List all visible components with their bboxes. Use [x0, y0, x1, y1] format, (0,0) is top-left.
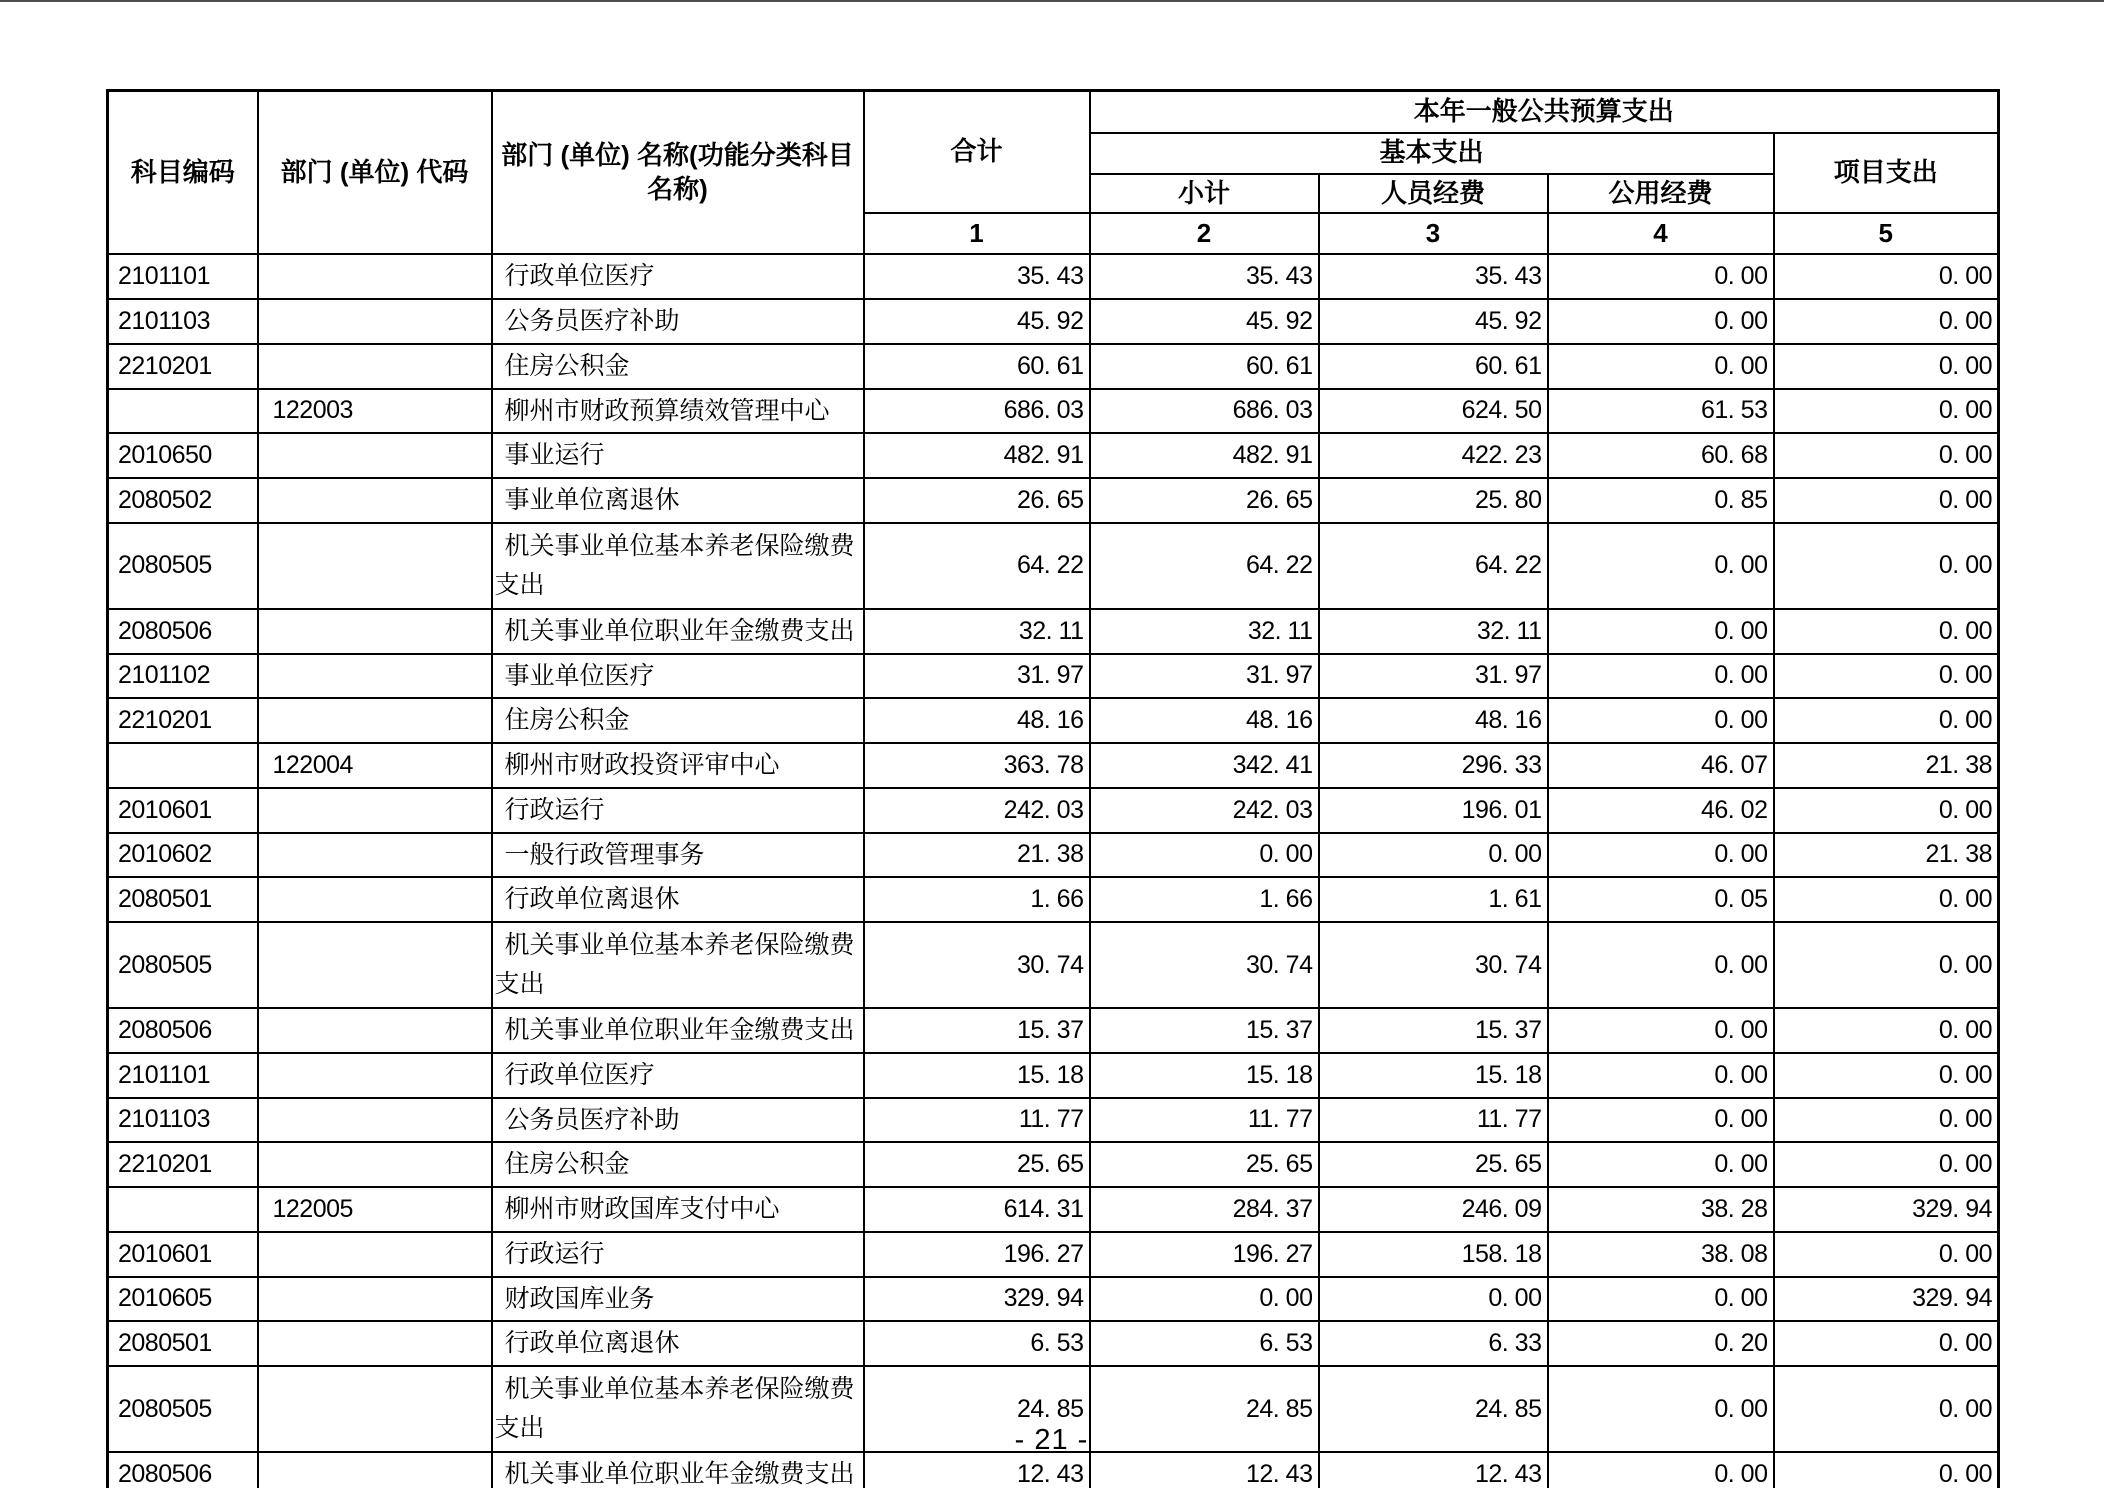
personnel-value-cell: 35. 43 — [1319, 254, 1548, 299]
project-value-cell: 0. 00 — [1774, 478, 1999, 523]
table-row — [108, 1142, 1999, 1187]
subtotal-value-cell: 15. 18 — [1090, 1053, 1319, 1098]
table-row — [108, 478, 1999, 523]
subject-code-cell — [108, 389, 258, 434]
subject-code-cell: 2080505 — [108, 1366, 258, 1452]
subject-code-cell: 2080501 — [108, 1321, 258, 1366]
subject-code-cell: 2010650 — [108, 433, 258, 478]
subtotal-value-cell: 15. 37 — [1090, 1008, 1319, 1053]
project-value-cell: 0. 00 — [1774, 1008, 1999, 1053]
project-value-cell: 0. 00 — [1774, 523, 1999, 609]
project-value-cell: 0. 00 — [1774, 1452, 1999, 1488]
public-funds-value-cell: 0. 00 — [1548, 1142, 1774, 1187]
table-row — [108, 1452, 1999, 1488]
dept-name-cell: 机关事业单位职业年金缴费支出 — [492, 609, 864, 654]
public-funds-value-cell: 46. 07 — [1548, 743, 1774, 788]
header-project-expenditure: 项目支出 — [1774, 133, 1999, 214]
subject-code-cell: 2210201 — [108, 344, 258, 389]
subject-code-cell: 2080501 — [108, 877, 258, 922]
personnel-value-cell: 296. 33 — [1319, 743, 1548, 788]
subtotal-value-cell: 32. 11 — [1090, 609, 1319, 654]
subtotal-value-cell: 64. 22 — [1090, 523, 1319, 609]
dept-code-cell — [258, 877, 492, 922]
project-value-cell: 0. 00 — [1774, 698, 1999, 743]
project-value-cell: 0. 00 — [1774, 1098, 1999, 1143]
dept-name-cell: 行政单位离退休 — [492, 1321, 864, 1366]
dept-name-cell: 机关事业单位基本养老保险缴费支出 — [492, 523, 864, 609]
header-current-year-budget: 本年一般公共预算支出 — [1090, 91, 1999, 133]
public-funds-value-cell: 0. 20 — [1548, 1321, 1774, 1366]
public-funds-value-cell: 0. 00 — [1548, 1008, 1774, 1053]
project-value-cell: 329. 94 — [1774, 1187, 1999, 1232]
total-value-cell: 25. 65 — [864, 1142, 1090, 1187]
table-row — [108, 299, 1999, 344]
personnel-value-cell: 246. 09 — [1319, 1187, 1548, 1232]
table-row — [108, 1277, 1999, 1322]
table-row — [108, 523, 1999, 609]
table-row — [108, 654, 1999, 699]
dept-code-cell — [258, 1321, 492, 1366]
dept-code-cell — [258, 1277, 492, 1322]
table-row — [108, 698, 1999, 743]
personnel-value-cell: 45. 92 — [1319, 299, 1548, 344]
subtotal-value-cell: 11. 77 — [1090, 1098, 1319, 1143]
dept-code-cell — [258, 523, 492, 609]
total-value-cell: 1. 66 — [864, 877, 1090, 922]
header-personnel-funds: 人员经费 — [1319, 174, 1548, 214]
subtotal-value-cell: 48. 16 — [1090, 698, 1319, 743]
dept-name-cell: 柳州市财政投资评审中心 — [492, 743, 864, 788]
public-funds-value-cell: 0. 00 — [1548, 609, 1774, 654]
total-value-cell: 329. 94 — [864, 1277, 1090, 1322]
personnel-value-cell: 32. 11 — [1319, 609, 1548, 654]
personnel-value-cell: 25. 65 — [1319, 1142, 1548, 1187]
subject-code-cell — [108, 1187, 258, 1232]
total-value-cell: 242. 03 — [864, 788, 1090, 833]
subtotal-value-cell: 0. 00 — [1090, 1277, 1319, 1322]
subtotal-value-cell: 45. 92 — [1090, 299, 1319, 344]
total-value-cell: 6. 53 — [864, 1321, 1090, 1366]
project-value-cell: 0. 00 — [1774, 433, 1999, 478]
dept-name-cell: 一般行政管理事务 — [492, 833, 864, 878]
dept-code-cell — [258, 922, 492, 1008]
personnel-value-cell: 64. 22 — [1319, 523, 1548, 609]
total-value-cell: 64. 22 — [864, 523, 1090, 609]
public-funds-value-cell: 0. 05 — [1548, 877, 1774, 922]
subtotal-value-cell: 24. 85 — [1090, 1366, 1319, 1452]
project-value-cell: 0. 00 — [1774, 389, 1999, 434]
dept-code-cell — [258, 833, 492, 878]
public-funds-value-cell: 60. 68 — [1548, 433, 1774, 478]
project-value-cell: 0. 00 — [1774, 254, 1999, 299]
public-funds-value-cell: 0. 00 — [1548, 698, 1774, 743]
project-value-cell: 0. 00 — [1774, 1366, 1999, 1452]
project-value-cell: 329. 94 — [1774, 1277, 1999, 1322]
personnel-value-cell: 48. 16 — [1319, 698, 1548, 743]
dept-code-cell: 122004 — [258, 743, 492, 788]
dept-name-cell: 机关事业单位基本养老保险缴费支出 — [492, 922, 864, 1008]
dept-code-cell — [258, 654, 492, 699]
personnel-value-cell: 31. 97 — [1319, 654, 1548, 699]
dept-name-cell: 公务员医疗补助 — [492, 1098, 864, 1143]
subtotal-value-cell: 60. 61 — [1090, 344, 1319, 389]
public-funds-value-cell: 0. 00 — [1548, 523, 1774, 609]
table-row — [108, 1098, 1999, 1143]
dept-name-cell: 住房公积金 — [492, 344, 864, 389]
dept-name-cell: 财政国库业务 — [492, 1277, 864, 1322]
dept-name-cell: 住房公积金 — [492, 1142, 864, 1187]
table-row — [108, 1321, 1999, 1366]
personnel-value-cell: 30. 74 — [1319, 922, 1548, 1008]
dept-name-cell: 行政单位离退休 — [492, 877, 864, 922]
dept-name-cell: 柳州市财政国库支付中心 — [492, 1187, 864, 1232]
dept-name-cell: 行政单位医疗 — [492, 1053, 864, 1098]
subtotal-value-cell: 242. 03 — [1090, 788, 1319, 833]
public-funds-value-cell: 0. 00 — [1548, 1053, 1774, 1098]
table-row — [108, 788, 1999, 833]
header-col-number-2: 2 — [1090, 213, 1319, 254]
total-value-cell: 482. 91 — [864, 433, 1090, 478]
table-row — [108, 833, 1999, 878]
subject-code-cell: 2101101 — [108, 1053, 258, 1098]
header-subject-code: 科目编码 — [108, 91, 258, 255]
dept-code-cell — [258, 254, 492, 299]
public-funds-value-cell: 0. 00 — [1548, 654, 1774, 699]
dept-code-cell — [258, 609, 492, 654]
dept-name-cell: 行政运行 — [492, 788, 864, 833]
public-funds-value-cell: 0. 00 — [1548, 1277, 1774, 1322]
project-value-cell: 0. 00 — [1774, 1053, 1999, 1098]
public-funds-value-cell: 38. 28 — [1548, 1187, 1774, 1232]
header-total: 合计 — [864, 91, 1090, 214]
total-value-cell: 196. 27 — [864, 1232, 1090, 1277]
subject-code-cell: 2101101 — [108, 254, 258, 299]
subtotal-value-cell: 35. 43 — [1090, 254, 1319, 299]
dept-name-cell: 事业单位离退休 — [492, 478, 864, 523]
subtotal-value-cell: 686. 03 — [1090, 389, 1319, 434]
personnel-value-cell: 158. 18 — [1319, 1232, 1548, 1277]
subject-code-cell: 2101103 — [108, 1098, 258, 1143]
total-value-cell: 686. 03 — [864, 389, 1090, 434]
subtotal-value-cell: 30. 74 — [1090, 922, 1319, 1008]
public-funds-value-cell: 0. 00 — [1548, 1452, 1774, 1488]
total-value-cell: 15. 18 — [864, 1053, 1090, 1098]
table-row — [108, 389, 1999, 434]
subject-code-cell: 2210201 — [108, 698, 258, 743]
personnel-value-cell: 25. 80 — [1319, 478, 1548, 523]
dept-code-cell — [258, 433, 492, 478]
project-value-cell: 0. 00 — [1774, 1232, 1999, 1277]
total-value-cell: 60. 61 — [864, 344, 1090, 389]
dept-code-cell — [258, 299, 492, 344]
dept-code-cell — [258, 344, 492, 389]
total-value-cell: 15. 37 — [864, 1008, 1090, 1053]
personnel-value-cell: 422. 23 — [1319, 433, 1548, 478]
dept-name-cell: 事业运行 — [492, 433, 864, 478]
personnel-value-cell: 24. 85 — [1319, 1366, 1548, 1452]
budget-expenditure-table — [106, 89, 2000, 1488]
header-public-funds: 公用经费 — [1548, 174, 1774, 214]
project-value-cell: 0. 00 — [1774, 1321, 1999, 1366]
dept-name-cell: 公务员医疗补助 — [492, 299, 864, 344]
personnel-value-cell: 15. 37 — [1319, 1008, 1548, 1053]
project-value-cell: 0. 00 — [1774, 922, 1999, 1008]
total-value-cell: 30. 74 — [864, 922, 1090, 1008]
personnel-value-cell: 60. 61 — [1319, 344, 1548, 389]
dept-name-cell: 住房公积金 — [492, 698, 864, 743]
project-value-cell: 0. 00 — [1774, 788, 1999, 833]
project-value-cell: 0. 00 — [1774, 609, 1999, 654]
personnel-value-cell: 196. 01 — [1319, 788, 1548, 833]
subtotal-value-cell: 31. 97 — [1090, 654, 1319, 699]
project-value-cell: 0. 00 — [1774, 344, 1999, 389]
dept-name-cell: 柳州市财政预算绩效管理中心 — [492, 389, 864, 434]
subtotal-value-cell: 12. 43 — [1090, 1452, 1319, 1488]
personnel-value-cell: 6. 33 — [1319, 1321, 1548, 1366]
public-funds-value-cell: 0. 00 — [1548, 833, 1774, 878]
public-funds-value-cell: 38. 08 — [1548, 1232, 1774, 1277]
total-value-cell: 35. 43 — [864, 254, 1090, 299]
dept-name-cell: 机关事业单位职业年金缴费支出 — [492, 1452, 864, 1488]
total-value-cell: 48. 16 — [864, 698, 1090, 743]
personnel-value-cell: 15. 18 — [1319, 1053, 1548, 1098]
header-col-number-5: 5 — [1774, 213, 1999, 254]
subject-code-cell: 2010605 — [108, 1277, 258, 1322]
subtotal-value-cell: 196. 27 — [1090, 1232, 1319, 1277]
dept-code-cell: 122005 — [258, 1187, 492, 1232]
subject-code-cell: 2101102 — [108, 654, 258, 699]
subject-code-cell — [108, 743, 258, 788]
table-row — [108, 609, 1999, 654]
dept-code-cell — [258, 1098, 492, 1143]
table-row — [108, 877, 1999, 922]
public-funds-value-cell: 0. 00 — [1548, 1366, 1774, 1452]
table-row — [108, 344, 1999, 389]
total-value-cell: 614. 31 — [864, 1187, 1090, 1232]
personnel-value-cell: 0. 00 — [1319, 1277, 1548, 1322]
personnel-value-cell: 11. 77 — [1319, 1098, 1548, 1143]
subject-code-cell: 2080506 — [108, 1008, 258, 1053]
public-funds-value-cell: 0. 00 — [1548, 344, 1774, 389]
public-funds-value-cell: 61. 53 — [1548, 389, 1774, 434]
subject-code-cell: 2080505 — [108, 922, 258, 1008]
dept-code-cell — [258, 478, 492, 523]
total-value-cell: 363. 78 — [864, 743, 1090, 788]
total-value-cell: 24. 85 — [864, 1366, 1090, 1452]
public-funds-value-cell: 46. 02 — [1548, 788, 1774, 833]
subtotal-value-cell: 26. 65 — [1090, 478, 1319, 523]
public-funds-value-cell: 0. 00 — [1548, 254, 1774, 299]
table-row — [108, 1187, 1999, 1232]
dept-code-cell — [258, 1452, 492, 1488]
subject-code-cell: 2080502 — [108, 478, 258, 523]
dept-code-cell — [258, 1008, 492, 1053]
subject-code-cell: 2080506 — [108, 1452, 258, 1488]
subtotal-value-cell: 482. 91 — [1090, 433, 1319, 478]
subject-code-cell: 2010602 — [108, 833, 258, 878]
personnel-value-cell: 1. 61 — [1319, 877, 1548, 922]
table-row — [108, 1008, 1999, 1053]
total-value-cell: 21. 38 — [864, 833, 1090, 878]
subject-code-cell: 2101103 — [108, 299, 258, 344]
public-funds-value-cell: 0. 00 — [1548, 922, 1774, 1008]
header-col-number-1: 1 — [864, 213, 1090, 254]
dept-code-cell — [258, 698, 492, 743]
subtotal-value-cell: 1. 66 — [1090, 877, 1319, 922]
subject-code-cell: 2080506 — [108, 609, 258, 654]
header-subtotal: 小计 — [1090, 174, 1319, 214]
dept-name-cell: 行政运行 — [492, 1232, 864, 1277]
total-value-cell: 32. 11 — [864, 609, 1090, 654]
header-col-number-3: 3 — [1319, 213, 1548, 254]
table-row — [108, 743, 1999, 788]
table-header — [108, 91, 1999, 255]
dept-name-cell: 事业单位医疗 — [492, 654, 864, 699]
total-value-cell: 31. 97 — [864, 654, 1090, 699]
page-number: - 21 - — [1014, 1424, 1089, 1456]
public-funds-value-cell: 0. 85 — [1548, 478, 1774, 523]
subtotal-value-cell: 6. 53 — [1090, 1321, 1319, 1366]
total-value-cell: 45. 92 — [864, 299, 1090, 344]
table-row — [108, 1053, 1999, 1098]
public-funds-value-cell: 0. 00 — [1548, 1098, 1774, 1143]
project-value-cell: 0. 00 — [1774, 1142, 1999, 1187]
total-value-cell: 26. 65 — [864, 478, 1090, 523]
subject-code-cell: 2080505 — [108, 523, 258, 609]
dept-code-cell — [258, 788, 492, 833]
dept-code-cell — [258, 1232, 492, 1277]
project-value-cell: 0. 00 — [1774, 654, 1999, 699]
table-row — [108, 1232, 1999, 1277]
subtotal-value-cell: 0. 00 — [1090, 833, 1319, 878]
total-value-cell: 11. 77 — [864, 1098, 1090, 1143]
header-basic-expenditure: 基本支出 — [1090, 133, 1774, 174]
subtotal-value-cell: 25. 65 — [1090, 1142, 1319, 1187]
personnel-value-cell: 624. 50 — [1319, 389, 1548, 434]
project-value-cell: 21. 38 — [1774, 833, 1999, 878]
dept-name-cell: 机关事业单位职业年金缴费支出 — [492, 1008, 864, 1053]
project-value-cell: 0. 00 — [1774, 299, 1999, 344]
subtotal-value-cell: 342. 41 — [1090, 743, 1319, 788]
dept-name-cell: 机关事业单位基本养老保险缴费支出 — [492, 1366, 864, 1452]
dept-name-cell: 行政单位医疗 — [492, 254, 864, 299]
project-value-cell: 21. 38 — [1774, 743, 1999, 788]
project-value-cell: 0. 00 — [1774, 877, 1999, 922]
dept-code-cell — [258, 1142, 492, 1187]
subject-code-cell: 2010601 — [108, 1232, 258, 1277]
personnel-value-cell: 12. 43 — [1319, 1452, 1548, 1488]
table-row — [108, 433, 1999, 478]
dept-code-cell — [258, 1053, 492, 1098]
subject-code-cell: 2210201 — [108, 1142, 258, 1187]
header-dept-code: 部门 (单位) 代码 — [258, 91, 492, 255]
window-top-edge-line — [0, 0, 2104, 2]
total-value-cell: 12. 43 — [864, 1452, 1090, 1488]
personnel-value-cell: 0. 00 — [1319, 833, 1548, 878]
header-col-number-4: 4 — [1548, 213, 1774, 254]
public-funds-value-cell: 0. 00 — [1548, 299, 1774, 344]
table-row — [108, 922, 1999, 1008]
table-body — [108, 254, 1999, 1488]
subtotal-value-cell: 284. 37 — [1090, 1187, 1319, 1232]
dept-code-cell: 122003 — [258, 389, 492, 434]
header-dept-name: 部门 (单位) 名称(功能分类科目名称) — [492, 91, 864, 255]
subject-code-cell: 2010601 — [108, 788, 258, 833]
table-row — [108, 254, 1999, 299]
